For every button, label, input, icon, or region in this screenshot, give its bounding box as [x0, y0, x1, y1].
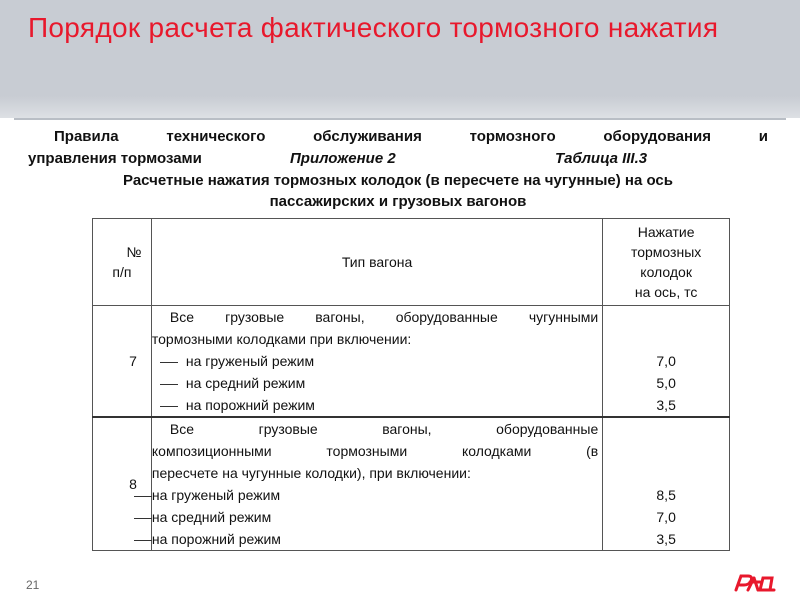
row-type: Все грузовые вагоны, оборудованные чугунными тормозными колодками при включении: на груженый режим на средний режим на порожний режим — [151, 306, 602, 418]
table-row — [93, 306, 730, 418]
row-values: 8,5 7,0 3,5 — [603, 417, 730, 551]
intro-line-1: Правила технического обслуживания тормозного оборудования и — [54, 128, 768, 145]
header-type: Тип вагона — [151, 219, 602, 306]
appendix-ref: Приложение 2 — [290, 150, 396, 167]
table-ref: Таблица III.3 — [555, 150, 648, 167]
table-caption-2: пассажирских и грузовых вагонов — [269, 193, 527, 210]
slide-title: Порядок расчета фактического тормозного нажатия — [28, 12, 719, 43]
pressure-table — [92, 218, 730, 551]
table-header-row — [93, 219, 730, 306]
header-number: № п/п — [93, 219, 152, 306]
row-number: 7 — [93, 306, 152, 418]
table-row — [93, 417, 730, 551]
header-pressure: Нажатие тормозных колодок на ось, тс — [603, 219, 730, 306]
divider — [14, 118, 786, 120]
row-values: 7,0 5,0 3,5 — [603, 306, 730, 418]
row-type: Все грузовые вагоны, оборудованные композиционными тормозными колодками (в пересчете на чугунные колодки), при включении: на груженый режим на средний режим на порожний режим — [151, 417, 602, 551]
row-number: 8 — [93, 417, 152, 551]
rzd-logo — [732, 572, 776, 594]
table-caption-1: Расчетные нажатия тормозных колодок (в пересчете на чугунные) на ось — [123, 172, 673, 189]
rules-name: управления тормозами — [28, 150, 202, 167]
page-number: 21 — [26, 578, 40, 592]
